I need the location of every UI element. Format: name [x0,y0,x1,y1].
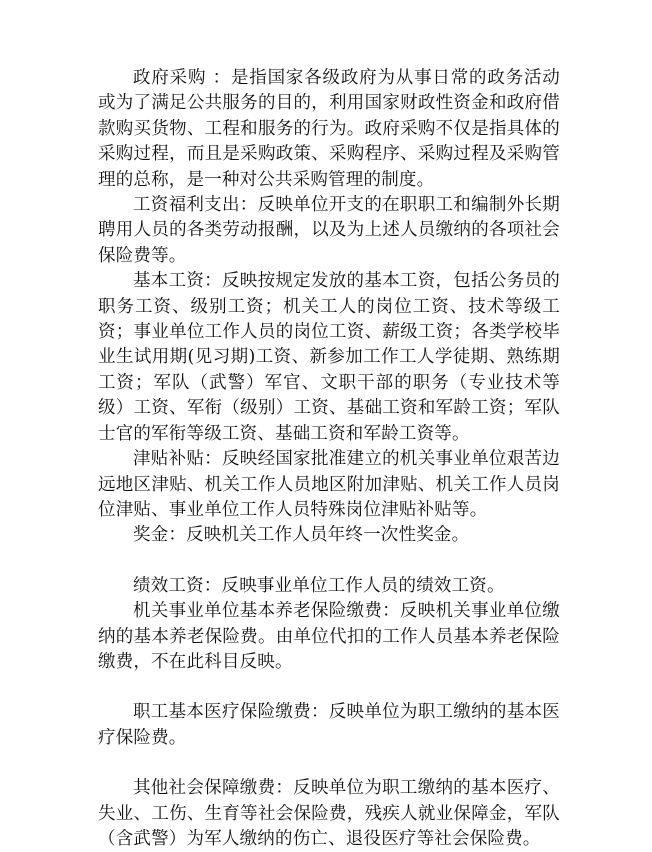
paragraph-other-social-security: 其他社会保障缴费：反映单位为职工缴纳的基本医疗、失业、工伤、生育等社会保险费，残疾人就业保障金，军队（含武警）为军人缴纳的伤亡、退役医疗等社会保险费。 [98,778,560,849]
paragraph-basic-pension-insurance: 机关事业单位基本养老保险缴费：反映机关事业单位缴纳的基本养老保险费。由单位代扣的工作人员基本养老保险缴费，不在此科目反映。 [98,601,560,672]
paragraph-allowances-subsidies: 津贴补贴：反映经国家批准建立的机关事业单位艰苦边远地区津贴、机关工作人员地区附加津贴、机关工作人员岗位津贴、事业单位工作人员特殊岗位津贴补贴等。 [98,449,560,520]
paragraph-basic-medical-insurance: 职工基本医疗保险缴费：反映单位为职工缴纳的基本医疗保险费。 [98,702,560,748]
document-body [98,66,560,852]
paragraph-performance-wages: 绩效工资：反映事业单位工作人员的绩效工资。 [133,575,505,596]
paragraph-wages-welfare-expenditure: 工资福利支出：反映单位开支的在职职工和编制外长期聘用人员的各类劳动报酬，以及为上述人员缴纳的各项社会保险费等。 [98,195,560,266]
paragraph-government-procurement: 政府采购 ：是指国家各级政府为从事日常的政务活动或为了满足公共服务的目的，利用国家财政性资金和政府借款购买货物、工程和服务的行为。政府采购不仅是指具体的采购过程，而且是采购政策、采购程序、采购过程及采购管理的总称，是一种对公共采购管理的制度。 [98,68,560,190]
paragraph-bonus: 奖金：反映机关工作人员年终一次性奖金。 [133,525,470,546]
paragraph-basic-wages: 基本工资：反映按规定发放的基本工资，包括公务员的职务工资、级别工资；机关工人的岗位工资、技术等级工资；事业单位工作人员的岗位工资、薪级工资；各类学校毕业生试用期(见习期)工资、新参加工作工人学徒期、熟练期工资；军队（武警）军官、文职干部的职务（专业技术等级）工资、军衔（级别）工资、基础工资和军龄工资；军队士官的军衔等级工资、基础工资和军龄工资等。 [98,271,560,444]
